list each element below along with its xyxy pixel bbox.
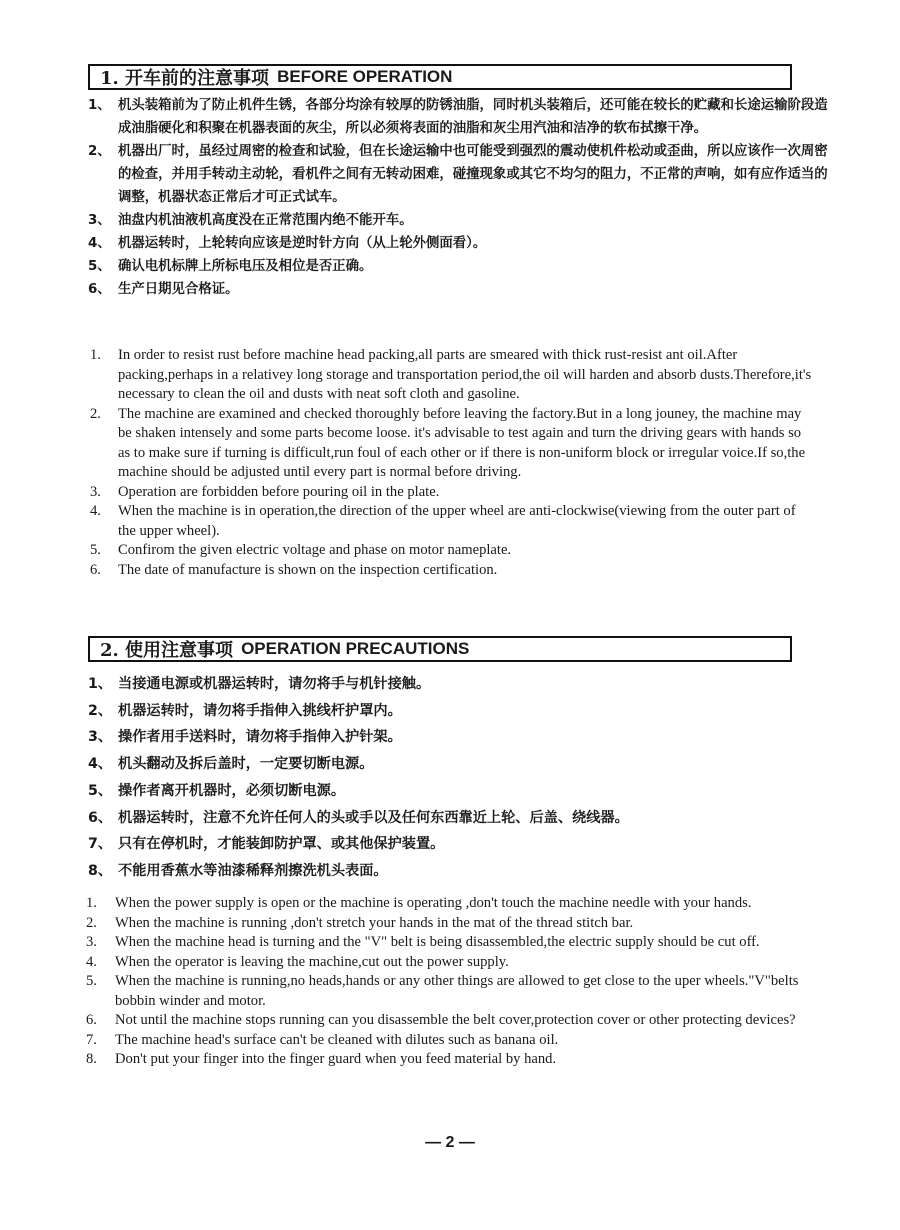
list-item [0,751,900,778]
item-number: 6、 [88,809,113,826]
item-number: 3. [86,934,97,950]
item-number: 5. [86,973,97,989]
list-item [0,972,900,1011]
list-item [0,255,900,278]
item-text: Operation are forbidden before pouring oil in the plate. [118,483,440,500]
item-text: 操作者用手送料时，请勿将手指伸入护针架。 [118,729,402,746]
item-text: When the machine is running ,don't stretch your hands in the mat of the thread stitch bar. [115,914,634,931]
item-text: 机器运转时，上轮转向应该是逆时针方向（从上轮外侧面看）。 [118,236,487,251]
list-item [0,724,900,751]
list-item [0,933,900,953]
item-text: 生产日期见合格证。 [118,282,239,297]
item-text: 机器运转时，注意不允许任何人的头或手以及任何东西靠近上轮、后盖、绕线器。 [118,809,629,826]
list-item [0,232,900,255]
item-number: 4. [90,503,101,519]
section-1-title-en: BEFORE OPERATION [277,67,453,86]
item-number: 4. [86,953,97,970]
item-text: Not until the machine stops running can you disassemble the belt cover,protection cover or other protecting devices? [115,1012,796,1028]
list-item [0,698,900,725]
item-text: When the machine is running,no heads,hands or any other things are allowed to get close to the uper wheels."V"belts bobbin winder and motor. [115,973,799,1009]
item-number: 6. [86,1012,97,1028]
item-number: 2. [86,914,97,931]
item-number: 5. [90,542,101,558]
list-item [0,140,900,209]
list-item [0,914,900,934]
section-2-header [88,636,792,662]
item-text: When the machine is in operation,the direction of the upper wheel are anti-clockwise(viewing from the outer part of the upper wheel). [118,503,796,539]
item-number: 2. [90,405,101,422]
item-number: 1、 [88,676,113,692]
item-text: 油盘内机油液机高度没在正常范围内绝不能开车。 [118,213,413,228]
list-item [0,858,900,885]
item-number: 2、 [88,702,113,719]
list-item [0,541,900,561]
list-item [0,483,900,503]
item-number: 7. [86,1031,97,1048]
item-number: 7、 [88,836,113,853]
section-1-cn-list [0,94,900,301]
item-number: 2、 [88,144,111,159]
item-number: 8. [86,1051,97,1067]
item-text: 确认电机标牌上所标电压及相位是否正确。 [118,259,373,274]
list-item [0,805,900,832]
item-text: The machine head's surface can't be cleaned with dilutes such as banana oil. [115,1031,559,1048]
list-item [0,1031,900,1051]
page-number: — 2 — [425,1134,475,1151]
section-2-cn-list [0,671,900,885]
item-number: 1、 [88,98,111,113]
list-item [0,94,900,140]
list-item [0,1050,900,1070]
list-item [0,346,900,405]
item-text: When the machine head is turning and the "V" belt is being disassembled,the electric supply should be cut off. [115,934,760,950]
list-item [0,831,900,858]
list-item [0,778,900,805]
section-1-header [88,64,792,90]
item-number: 1. [90,347,101,363]
section-1-title-cn: 1. 开车前的注意事项 [100,68,270,89]
list-item [0,561,900,581]
item-number: 3、 [88,729,113,746]
item-number: 4、 [88,756,113,773]
item-text: When the power supply is open or the machine is operating ,don't touch the machine needle with your hands. [115,895,752,911]
list-item [0,1011,900,1031]
list-item [0,278,900,301]
list-item [0,671,900,698]
item-number: 5、 [88,782,113,799]
item-text: 机器出厂时，虽经过周密的检查和试验，但在长途运输中也可能受到强烈的震动使机件松动或歪曲，所以应该作一次周密的检查，并用手转动主动轮，看机件之间有无转动困难，碰撞现象或其它不均匀的阻力，不正常的声响，如有应作适当的调整，机器状态正常后才可正式试车。 [118,144,828,205]
item-text: 操作者离开机器时，必须切断电源。 [118,782,346,799]
list-item [0,405,900,483]
item-text: 机头翻动及拆后盖时，一定要切断电源。 [118,756,374,773]
section-2-title-cn: 2. 使用注意事项 [100,640,234,661]
section-2-title-en: OPERATION PRECAUTIONS [241,639,470,658]
item-number: 5、 [88,259,111,274]
item-number: 4、 [88,236,111,251]
item-number: 3. [90,483,101,500]
list-item [0,953,900,973]
item-text: The machine are examined and checked thoroughly before leaving the factory.But in a long jouney, the machine may be shaken intensely and some parts become loose. it's advisable to test again and turn the driving gears with hands so as to make sure if turning is difficult,run foul of each other or if there is non-uniform block or irregular voice.If so,the machine should be adjusted until every part is normal before driving. [118,405,806,480]
item-text: 机器运转时，请勿将手指伸入挑线杆护罩内。 [118,702,402,719]
item-text: 机头装箱前为了防止机件生锈，各部分均涂有较厚的防锈油脂，同时机头装箱后，还可能在较长的贮藏和长途运输阶段造成油脂硬化和积聚在机器表面的灰尘，所以必须将表面的油脂和灰尘用汽油和洁净的软布拭擦干净。 [118,98,828,136]
item-text: When the operator is leaving the machine,cut out the power supply. [115,953,509,970]
list-item [0,209,900,232]
item-number: 1. [86,895,97,911]
item-text: Don't put your finger into the finger guard when you feed material by hand. [115,1051,557,1067]
item-text: 不能用香蕉水等油漆稀释剂擦洗机头表面。 [118,862,388,879]
item-number: 3、 [88,213,111,228]
item-text: The date of manufacture is shown on the inspection certification. [118,561,498,578]
list-item [0,894,900,914]
item-number: 6、 [88,282,111,297]
item-text: 只有在停机时，才能装卸防护罩、或其他保护装置。 [118,836,445,853]
section-1-en-list [0,346,900,580]
item-number: 6. [90,561,101,578]
item-number: 8、 [88,862,113,879]
item-text: In order to resist rust before machine head packing,all parts are smeared with thick rust-resist ant oil.After packing,perhaps in a relativey long storage and transportation period,the oil will harden and absorb dusts.Therefore,it's necessary to clean the oil and dusts with neat soft cloth and gasoline. [118,347,812,402]
item-text: 当接通电源或机器运转时，请勿将手与机针接触。 [118,676,431,692]
section-2-en-list [0,894,900,1070]
list-item [0,502,900,541]
item-text: Confirom the given electric voltage and phase on motor nameplate. [118,542,512,558]
